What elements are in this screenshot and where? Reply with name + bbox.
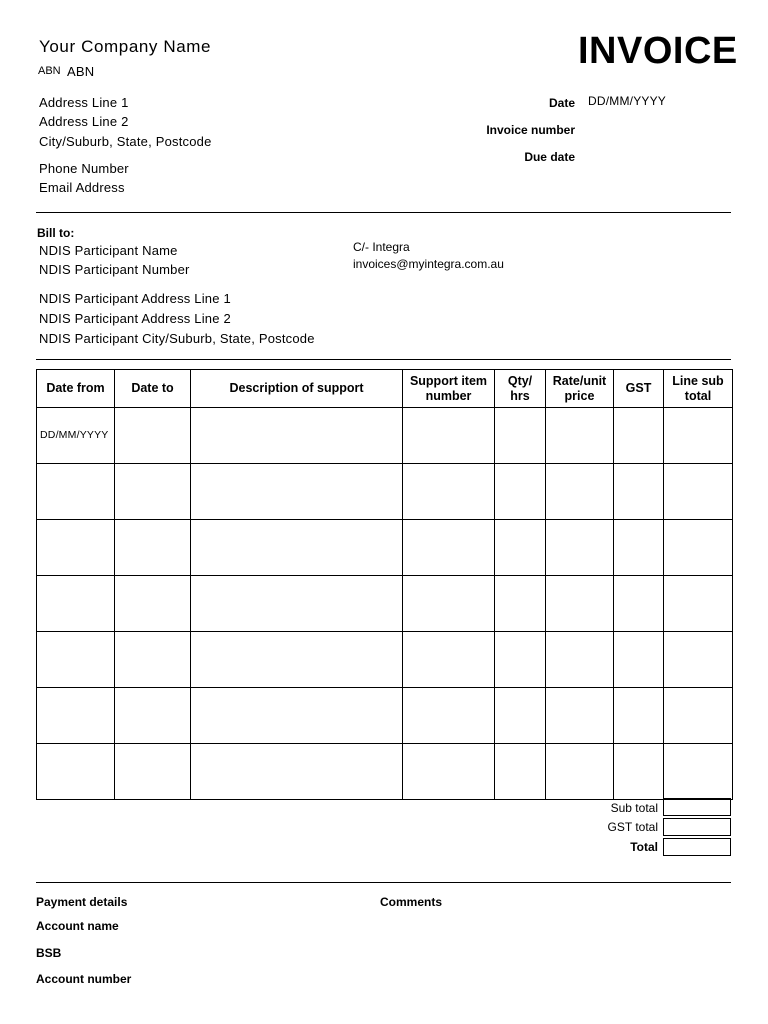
bill-to-label: Bill to: xyxy=(37,226,75,240)
row-date-value: DD/MM/YYYY xyxy=(40,429,109,441)
cell-support-item-number[interactable] xyxy=(403,688,495,744)
cell-date-to[interactable] xyxy=(115,744,191,800)
cell-gst[interactable] xyxy=(614,744,664,800)
cell-qty[interactable] xyxy=(495,408,546,464)
cell-gst[interactable] xyxy=(614,632,664,688)
cell-line-sub-total[interactable] xyxy=(664,688,733,744)
table-row xyxy=(37,408,733,464)
cell-date-from[interactable] xyxy=(37,632,115,688)
cell-rate[interactable] xyxy=(546,408,614,464)
cell-rate[interactable] xyxy=(546,632,614,688)
date-label: Date xyxy=(548,96,575,110)
company-name: Your Company Name xyxy=(39,37,212,56)
total-field[interactable] xyxy=(663,838,731,856)
cell-description[interactable] xyxy=(191,464,403,520)
divider-bottom xyxy=(36,882,731,883)
bsb-label: BSB xyxy=(36,946,62,960)
header-rate-unit-price: Rate/unit price xyxy=(546,370,614,408)
account-name-label: Account name xyxy=(36,919,119,933)
date-value: DD/MM/YYYY xyxy=(588,94,667,108)
company-phone: Phone Number xyxy=(39,161,129,176)
cell-qty[interactable] xyxy=(495,520,546,576)
cell-line-sub-total[interactable] xyxy=(664,520,733,576)
participant-city-line: NDIS Participant City/Suburb, State, Postcode xyxy=(39,331,315,346)
table-row xyxy=(37,576,733,632)
sub-total-field[interactable] xyxy=(663,798,731,816)
cell-description[interactable] xyxy=(191,576,403,632)
cell-rate[interactable] xyxy=(546,688,614,744)
cell-description[interactable] xyxy=(191,520,403,576)
cell-gst[interactable] xyxy=(614,688,664,744)
total-label: Total xyxy=(630,840,658,854)
gst-total-field[interactable] xyxy=(663,818,731,836)
table-row xyxy=(37,632,733,688)
cell-support-item-number[interactable] xyxy=(403,744,495,800)
header-qty-hrs: Qty/ hrs xyxy=(495,370,546,408)
cell-date-from[interactable] xyxy=(37,744,115,800)
gst-total-label: GST total xyxy=(607,820,658,834)
divider-mid xyxy=(36,359,731,360)
cell-date-to[interactable] xyxy=(115,520,191,576)
table-row xyxy=(37,688,733,744)
header-support-item-number: Support item number xyxy=(403,370,495,408)
cell-gst[interactable] xyxy=(614,408,664,464)
abn-label: ABN xyxy=(38,65,61,77)
cell-date-from[interactable] xyxy=(37,464,115,520)
cell-description[interactable] xyxy=(191,688,403,744)
cell-rate[interactable] xyxy=(546,520,614,576)
cell-description[interactable] xyxy=(191,408,403,464)
table-row xyxy=(37,520,733,576)
participant-address-line1: NDIS Participant Address Line 1 xyxy=(39,291,231,306)
cell-date-to[interactable] xyxy=(115,408,191,464)
company-city-line: City/Suburb, State, Postcode xyxy=(39,134,212,149)
cell-date-from[interactable] xyxy=(37,688,115,744)
cell-qty[interactable] xyxy=(495,576,546,632)
divider-top xyxy=(36,212,731,213)
header-date-to: Date to xyxy=(115,370,191,408)
header-gst: GST xyxy=(614,370,664,408)
cell-support-item-number[interactable] xyxy=(403,464,495,520)
cell-rate[interactable] xyxy=(546,464,614,520)
header-date-from: Date from xyxy=(37,370,115,408)
cell-line-sub-total[interactable] xyxy=(664,632,733,688)
table-row xyxy=(37,464,733,520)
cell-line-sub-total[interactable] xyxy=(664,464,733,520)
company-address-line1: Address Line 1 xyxy=(39,95,129,110)
cell-support-item-number[interactable] xyxy=(403,408,495,464)
invoice-title: INVOICE xyxy=(578,30,738,72)
cell-qty[interactable] xyxy=(495,744,546,800)
payment-details-label: Payment details xyxy=(36,895,128,909)
participant-number: NDIS Participant Number xyxy=(39,262,190,277)
participant-name: NDIS Participant Name xyxy=(39,243,178,258)
comments-label: Comments xyxy=(380,895,443,909)
cell-date-to[interactable] xyxy=(115,464,191,520)
sub-total-label: Sub total xyxy=(610,801,658,815)
care-of: C/- Integra xyxy=(353,240,410,254)
account-number-label: Account number xyxy=(36,972,132,986)
cell-gst[interactable] xyxy=(614,520,664,576)
cell-qty[interactable] xyxy=(495,464,546,520)
cell-qty[interactable] xyxy=(495,688,546,744)
cell-line-sub-total[interactable] xyxy=(664,744,733,800)
cell-line-sub-total[interactable] xyxy=(664,408,733,464)
cell-date-from[interactable] xyxy=(37,576,115,632)
header-description: Description of support xyxy=(191,370,403,408)
invoice-number-label: Invoice number xyxy=(486,123,575,137)
abn-value: ABN xyxy=(67,64,95,79)
cell-gst[interactable] xyxy=(614,464,664,520)
table-header-row xyxy=(37,370,733,408)
cell-support-item-number[interactable] xyxy=(403,520,495,576)
table-row xyxy=(37,744,733,800)
cell-support-item-number[interactable] xyxy=(403,576,495,632)
cell-gst[interactable] xyxy=(614,576,664,632)
cell-date-from[interactable] xyxy=(37,520,115,576)
cell-date-to[interactable] xyxy=(115,576,191,632)
cell-rate[interactable] xyxy=(546,576,614,632)
cell-date-from[interactable] xyxy=(37,408,115,464)
cell-support-item-number[interactable] xyxy=(403,632,495,688)
company-address-line2: Address Line 2 xyxy=(39,114,129,129)
cell-date-to[interactable] xyxy=(115,688,191,744)
header-line-sub-total: Line sub total xyxy=(664,370,733,408)
cell-description[interactable] xyxy=(191,632,403,688)
cell-date-to[interactable] xyxy=(115,632,191,688)
items-table xyxy=(36,369,733,800)
company-email: Email Address xyxy=(39,180,125,195)
cell-line-sub-total[interactable] xyxy=(664,576,733,632)
due-date-label: Due date xyxy=(524,150,575,164)
care-email: invoices@myintegra.com.au xyxy=(353,257,504,271)
cell-description[interactable] xyxy=(191,744,403,800)
participant-address-line2: NDIS Participant Address Line 2 xyxy=(39,311,231,326)
cell-rate[interactable] xyxy=(546,744,614,800)
cell-qty[interactable] xyxy=(495,632,546,688)
